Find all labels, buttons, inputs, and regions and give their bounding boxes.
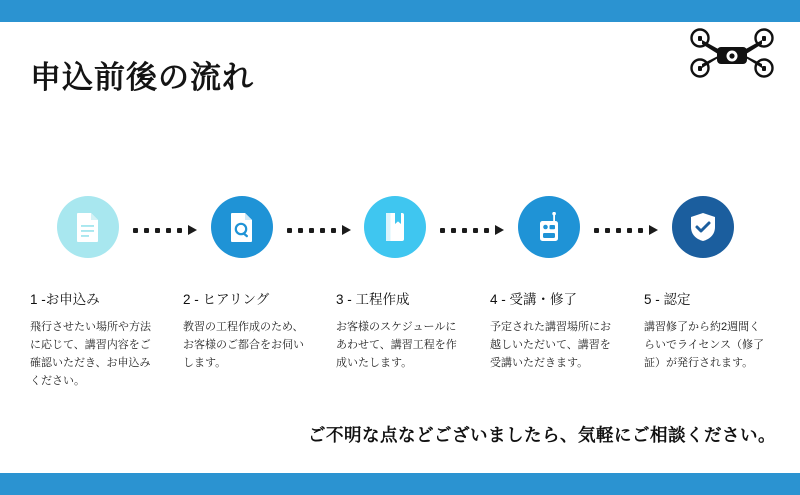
step-title-2: 2 - ヒアリング bbox=[183, 292, 270, 307]
arrow-dot bbox=[627, 228, 632, 233]
arrow-dot bbox=[331, 228, 336, 233]
arrow-dot bbox=[155, 228, 160, 233]
connector-arrow-2 bbox=[287, 225, 351, 235]
top-accent-band bbox=[0, 0, 800, 22]
arrow-dot bbox=[144, 228, 149, 233]
arrow-dot bbox=[451, 228, 456, 233]
page-title: 申込前後の流れ bbox=[30, 60, 254, 95]
arrow-dot bbox=[166, 228, 171, 233]
arrow-dot bbox=[462, 228, 467, 233]
step-body-2: 教習の工程作成のため、お客様のご都合をお伺いします。 bbox=[183, 321, 304, 370]
book-icon bbox=[383, 212, 407, 242]
step-column-5 bbox=[644, 288, 766, 372]
step-title-1: 1 -お申込み bbox=[30, 292, 100, 307]
bottom-accent-band bbox=[0, 473, 800, 495]
step-node-1 bbox=[57, 196, 119, 258]
connector-arrow-3 bbox=[440, 225, 504, 235]
arrow-dot bbox=[298, 228, 303, 233]
step-body-1: 飛行させたい場所や方法に応じて、講習内容をご確認いただき、お申込みください。 bbox=[30, 321, 151, 388]
arrow-dot bbox=[605, 228, 610, 233]
footer-note: ご不明な点などございましたら、気軽にご相談ください。 bbox=[308, 425, 776, 445]
step-title-5: 5 - 認定 bbox=[644, 292, 691, 307]
arrow-dot bbox=[133, 228, 138, 233]
step-node-4 bbox=[518, 196, 580, 258]
arrow-dot bbox=[320, 228, 325, 233]
step-title-3: 3 - 工程作成 bbox=[336, 292, 410, 307]
step-node-2 bbox=[211, 196, 273, 258]
arrow-head bbox=[342, 225, 351, 235]
step-column-2 bbox=[183, 288, 305, 372]
connector-arrow-4 bbox=[594, 225, 658, 235]
step-column-3 bbox=[336, 288, 458, 372]
document-search-icon bbox=[229, 212, 255, 242]
arrow-head bbox=[495, 225, 504, 235]
step-body-4: 予定された講習場所にお越しいただいて、講習を受講いただきます。 bbox=[490, 321, 611, 370]
drone-controller-icon bbox=[536, 212, 562, 242]
step-title-4: 4 - 受講・修了 bbox=[490, 292, 578, 307]
document-icon bbox=[75, 212, 101, 242]
arrow-dot bbox=[473, 228, 478, 233]
arrow-dot bbox=[616, 228, 621, 233]
shield-check-icon bbox=[689, 212, 717, 242]
step-body-5: 講習修了から約2週間くらいでライセンス（修了証）が発行されます。 bbox=[644, 321, 765, 370]
step-column-4 bbox=[490, 288, 612, 372]
connector-arrow-1 bbox=[133, 225, 197, 235]
step-body-3: お客様のスケジュールにあわせて、講習工程を作成いたします。 bbox=[336, 321, 457, 370]
arrow-head bbox=[188, 225, 197, 235]
process-flow bbox=[0, 196, 800, 286]
step-column-1 bbox=[30, 288, 152, 391]
step-node-5 bbox=[672, 196, 734, 258]
arrow-dot bbox=[287, 228, 292, 233]
arrow-head bbox=[649, 225, 658, 235]
arrow-dot bbox=[177, 228, 182, 233]
arrow-dot bbox=[638, 228, 643, 233]
arrow-dot bbox=[440, 228, 445, 233]
arrow-dot bbox=[594, 228, 599, 233]
step-node-3 bbox=[364, 196, 426, 258]
drone-icon bbox=[690, 28, 774, 82]
arrow-dot bbox=[484, 228, 489, 233]
arrow-dot bbox=[309, 228, 314, 233]
